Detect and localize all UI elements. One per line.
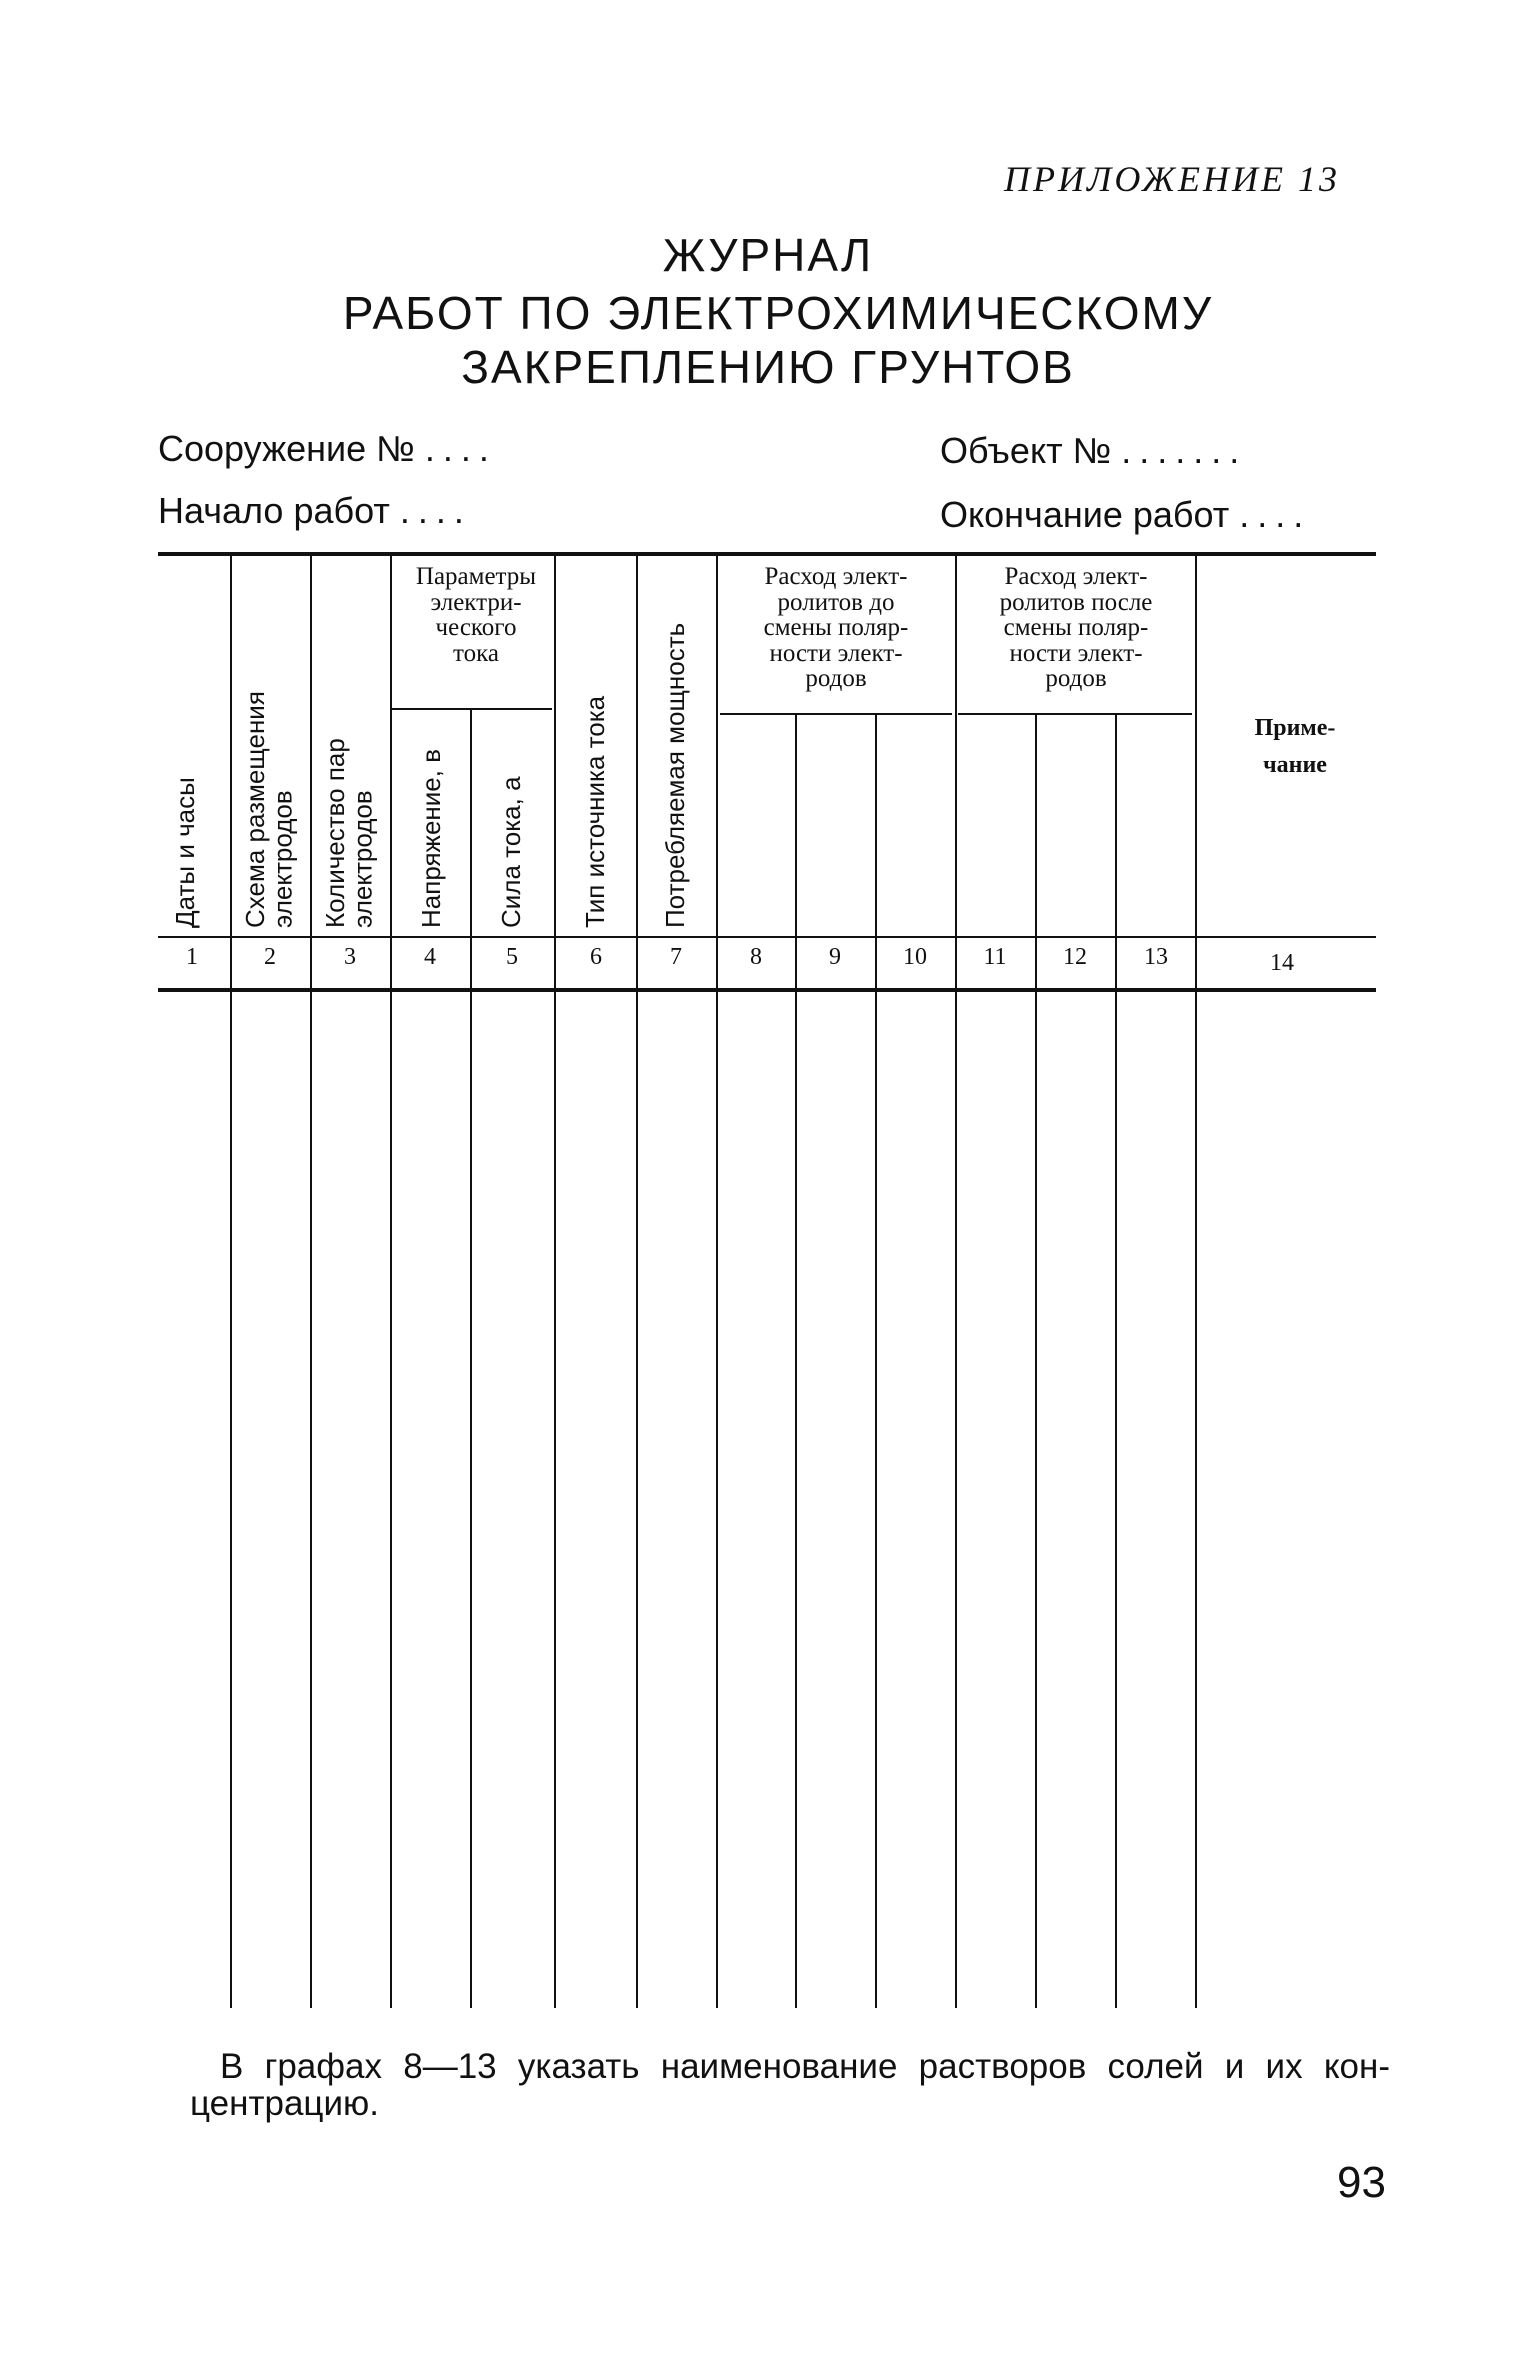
end-label: Окончание работ — [940, 494, 1230, 535]
table-top-rule — [158, 552, 1376, 556]
footnote-line2: центрацию. — [190, 2083, 379, 2123]
column-number: 12 — [1063, 944, 1087, 970]
before-group-header: Расход элект- ролитов до смены поляр- ности элект- родов — [763, 563, 909, 692]
after-group-header: Расход элект- ролитов после смены поляр- ности элект- родов — [999, 563, 1153, 692]
structure-dots: .... — [424, 428, 497, 469]
column-number: 7 — [670, 944, 682, 970]
end-field — [940, 494, 1311, 536]
column-separator — [795, 715, 797, 2008]
end-dots: .... — [1239, 494, 1312, 535]
numbers-bottom-rule — [158, 988, 1376, 992]
column-number: 2 — [264, 944, 276, 970]
column-separator — [310, 556, 312, 2008]
col-power-header: Потребляемая мощность — [660, 622, 690, 928]
col-voltage-header: Напряжение, в — [416, 748, 446, 928]
column-separator — [636, 556, 638, 2008]
object-dots: ....... — [1121, 430, 1248, 471]
col-note-header: Приме- чание — [1254, 715, 1336, 779]
column-number: 10 — [903, 944, 927, 970]
column-number: 13 — [1144, 944, 1168, 970]
column-separator — [1115, 715, 1117, 2008]
column-number: 6 — [590, 944, 602, 970]
column-separator — [875, 715, 877, 2008]
params-group-rule — [392, 708, 552, 710]
column-separator — [470, 710, 472, 2008]
journal-title: ЖУРНАЛ — [662, 229, 874, 281]
col-source-type-header: Тип источника тока — [580, 695, 610, 928]
col-dates-header: Даты и часы — [170, 777, 200, 928]
column-separator — [554, 556, 556, 2008]
column-number: 4 — [424, 944, 436, 970]
column-number: 11 — [983, 944, 1007, 970]
column-number: 14 — [1270, 950, 1294, 976]
column-number: 3 — [344, 944, 356, 970]
structure-label: Сооружение № — [158, 428, 415, 469]
col-layout-header: Схема размещения электродов — [240, 691, 298, 928]
column-separator — [1195, 556, 1197, 2008]
column-number: 5 — [506, 944, 518, 970]
params-group-header: Параметры электри- ческого тока — [415, 563, 537, 667]
column-number: 1 — [186, 944, 198, 970]
column-separator — [390, 556, 392, 2008]
column-separator — [716, 556, 718, 2008]
column-number: 8 — [750, 944, 762, 970]
journal-subtitle-line2: ЗАКРЕПЛЕНИЮ ГРУНТОВ — [461, 341, 1075, 393]
header-bottom-rule — [158, 936, 1376, 938]
after-group-rule — [958, 713, 1192, 715]
column-separator — [955, 556, 957, 2008]
footnote — [190, 2049, 1390, 2123]
column-separator — [1035, 715, 1037, 2008]
before-group-rule — [720, 713, 952, 715]
footnote-line1: В графах 8—13 указать наименование растворов солей и их кон- — [220, 2047, 1390, 2086]
column-number: 9 — [829, 944, 841, 970]
appendix-label: ПРИЛОЖЕНИЕ 13 — [1004, 159, 1340, 199]
start-dots: .... — [399, 490, 472, 531]
object-field — [940, 430, 1247, 472]
journal-subtitle-line1: РАБОТ ПО ЭЛЕКТРОХИМИЧЕСКОМУ — [342, 287, 1214, 339]
structure-field — [158, 428, 497, 470]
page-number: 93 — [1337, 2158, 1386, 2207]
object-label: Объект № — [940, 430, 1112, 471]
start-field — [158, 490, 472, 532]
col-current-header: Сила тока, а — [496, 776, 526, 928]
col-pairs-header: Количество пар электродов — [320, 738, 378, 928]
start-label: Начало работ — [158, 490, 390, 531]
column-separator — [230, 556, 232, 2008]
